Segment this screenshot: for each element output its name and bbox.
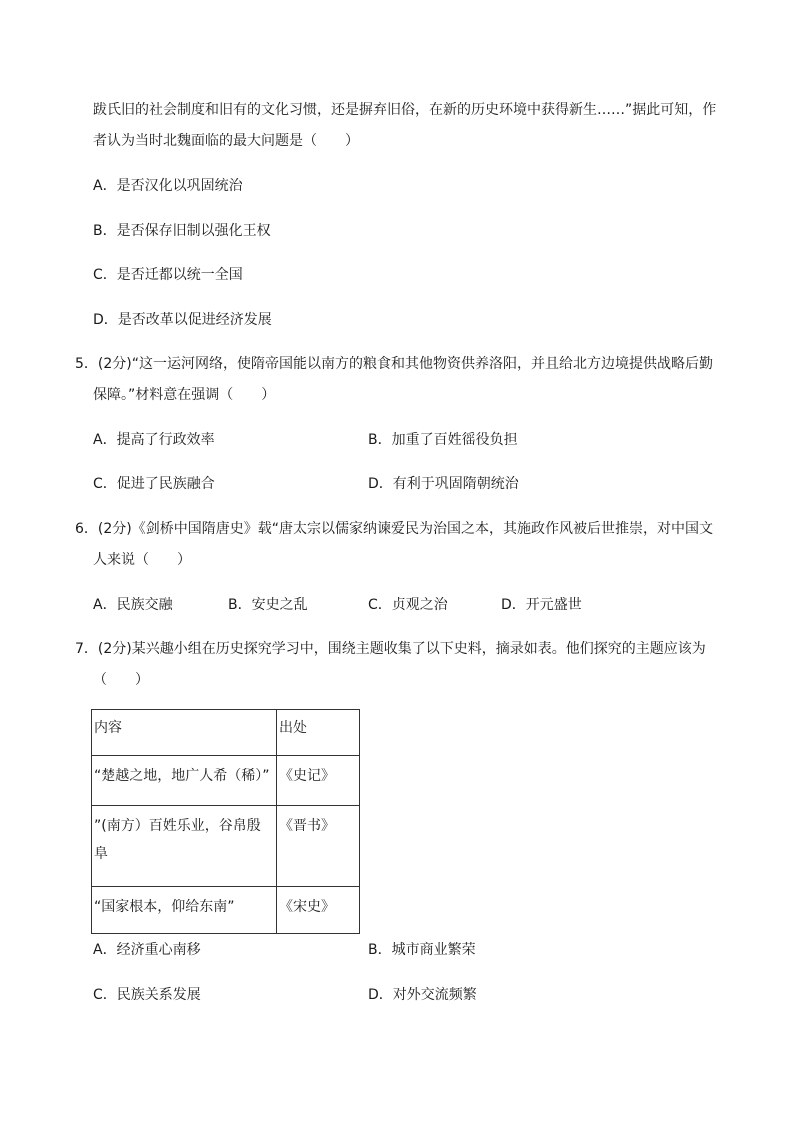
q7-stem-line-2: （ ） xyxy=(93,672,149,688)
table-cell-source: 《晋书》 xyxy=(277,806,360,887)
q7-option-a: A．经济重心南移 xyxy=(93,942,201,958)
table-header-content: 内容 xyxy=(92,710,277,756)
q5-stem-line-2: 保障。”材料意在强调（ ） xyxy=(93,387,276,403)
table-cell-content: ”(南方）百姓乐业，谷帛殷阜 xyxy=(92,806,277,887)
q7-option-c: C．民族关系发展 xyxy=(93,987,201,1003)
q4-option-c: C．是否迁都以统一全国 xyxy=(93,267,243,283)
q5-option-b: B．加重了百姓徭役负担 xyxy=(368,432,518,448)
table-cell-source: 《宋史》 xyxy=(277,887,360,934)
table-row xyxy=(92,806,360,887)
q6-stem-line-2: 人来说（ ） xyxy=(93,552,191,568)
q4-option-d: D．是否改革以促进经济发展 xyxy=(93,312,272,328)
q5-stem-line-1: 5．(2分)“这一运河网络，使隋帝国能以南方的粮食和其他物资供养洛阳，并且给北方边境提供战略后勤 xyxy=(75,356,713,372)
q4-stem-line-2: 者认为当时北魏面临的最大问题是（ ） xyxy=(93,133,359,149)
table-row xyxy=(92,887,360,934)
q6-option-b: B．安史之乱 xyxy=(228,597,308,613)
q7-option-b: B．城市商业繁荣 xyxy=(368,942,476,958)
q4-option-b: B．是否保存旧制以强化王权 xyxy=(93,223,271,239)
q5-option-c: C．促进了民族融合 xyxy=(93,476,215,492)
q4-option-a: A．是否汉化以巩固统治 xyxy=(93,178,243,194)
q6-option-d: D．开元盛世 xyxy=(501,597,582,613)
q6-stem-line-1: 6．(2分)《剑桥中国隋唐史》载“唐太宗以儒家纳谏爱民为治国之本，其施政作风被后世推崇，对中国文 xyxy=(75,521,713,537)
q4-stem-line-1: 跋氏旧的社会制度和旧有的文化习惯，还是摒弃旧俗，在新的历史环境中获得新生……”据此可知，作 xyxy=(93,102,717,118)
table-header-row xyxy=(92,710,360,756)
q7-stem-line-1: 7．(2分)某兴趣小组在历史探究学习中，围绕主题收集了以下史料，摘录如表。他们探究的主题应该为 xyxy=(75,641,706,657)
table-cell-content: “国家根本，仰给东南” xyxy=(92,887,277,934)
q7-source-table xyxy=(91,709,360,934)
q6-option-a: A．民族交融 xyxy=(93,597,173,613)
table-row xyxy=(92,756,360,806)
q7-option-d: D．对外交流频繁 xyxy=(368,987,477,1003)
q5-option-d: D．有利于巩固隋朝统治 xyxy=(368,476,519,492)
table-cell-content: “楚越之地，地广人希（稀）” xyxy=(92,756,277,806)
q6-option-c: C．贞观之治 xyxy=(368,597,448,613)
table-cell-source: 《史记》 xyxy=(277,756,360,806)
q5-option-a: A．提高了行政效率 xyxy=(93,432,215,448)
table-header-source: 出处 xyxy=(277,710,360,756)
